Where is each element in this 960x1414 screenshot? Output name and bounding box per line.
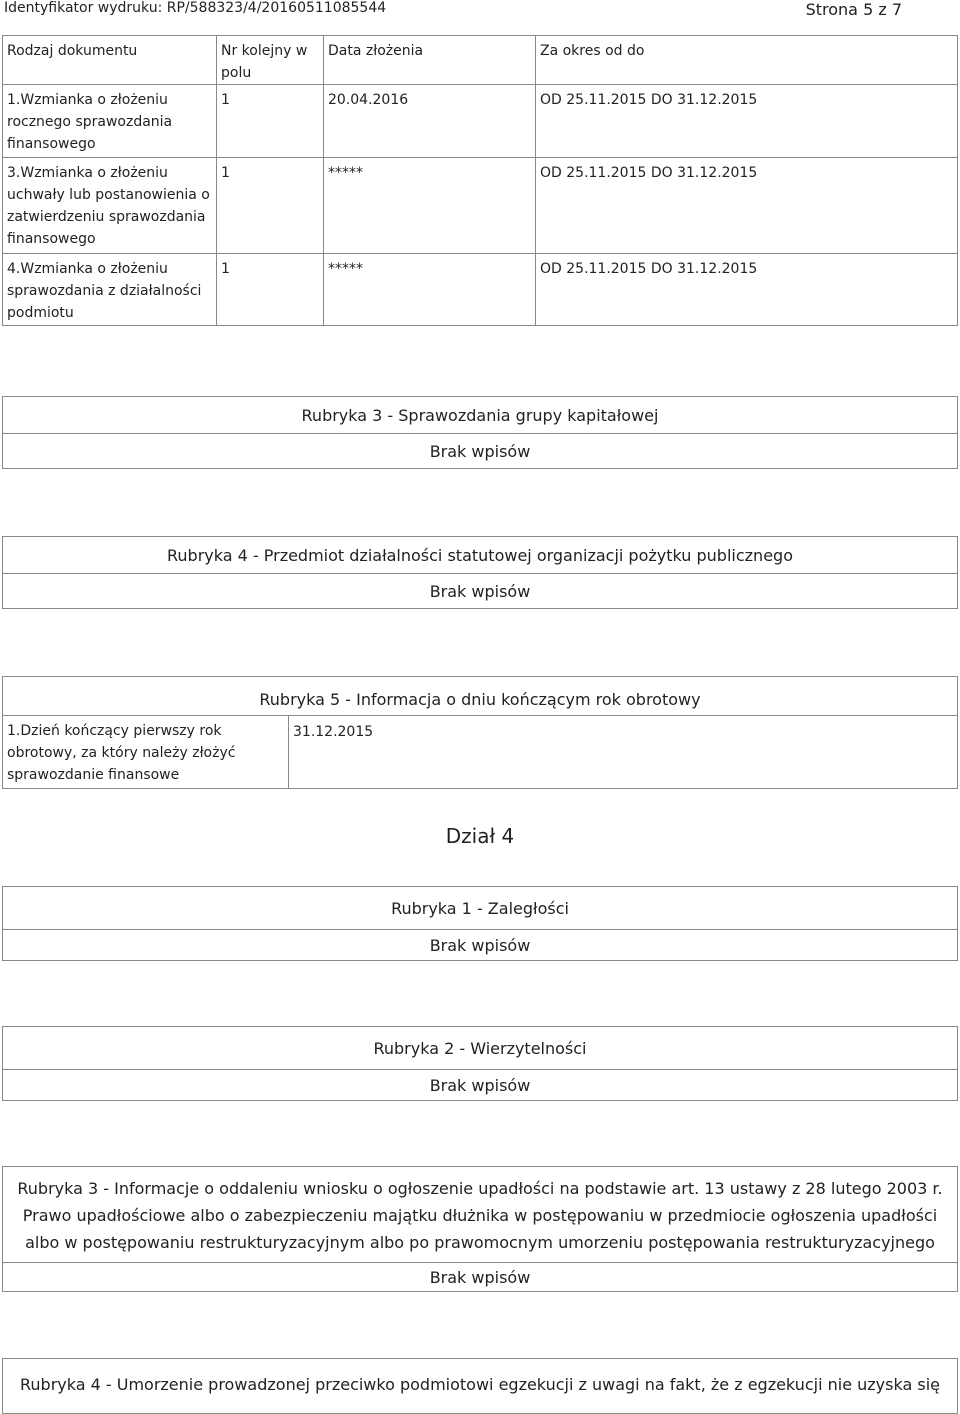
table-row <box>3 158 958 254</box>
table-cell: 1 <box>217 158 324 254</box>
table-cell: OD 25.11.2015 DO 31.12.2015 <box>536 254 958 326</box>
section-body: Brak wpisów <box>429 1075 531 1095</box>
page-number: Strona 5 z 7 <box>805 0 902 19</box>
table-row <box>3 85 958 158</box>
section-rubryka-3-grupy <box>2 396 958 469</box>
table-cell: 1.Wzmianka o złożeniu rocznego sprawozdania finansowego <box>3 85 217 158</box>
column-header: Rodzaj dokumentu <box>3 36 217 85</box>
column-header: Data złożenia <box>324 36 536 85</box>
table-cell: ***** <box>324 254 536 326</box>
section-d4-rubryka-2 <box>2 1026 958 1101</box>
section-title: Rubryka 4 - Umorzenie prowadzonej przeciwko podmiotowi egzekucji z uwagi na fakt, że z egzekucji nie uzyska się <box>20 1374 940 1394</box>
dzial-heading: Dział 4 <box>445 824 515 848</box>
section-rubryka-4-przedmiot <box>2 536 958 609</box>
section-title: Rubryka 1 - Zaległości <box>3 887 957 930</box>
field-value: 31.12.2015 <box>293 724 374 740</box>
column-header: Za okres od do <box>536 36 958 85</box>
table-cell: 20.04.2016 <box>324 85 536 158</box>
table-cell: ***** <box>324 158 536 254</box>
section-title: Rubryka 5 - Informacja o dniu kończącym rok obrotowy <box>259 689 701 709</box>
section-title: Rubryka 3 - Sprawozdania grupy kapitałowej <box>3 397 957 434</box>
table-cell: OD 25.11.2015 DO 31.12.2015 <box>536 85 958 158</box>
section-d4-rubryka-1 <box>2 886 958 961</box>
print-identifier: Identyfikator wydruku: RP/588323/4/20160511085544 <box>4 0 387 16</box>
field-label: 1.Dzień kończący pierwszy rok obrotowy, za który należy złożyć sprawozdanie finansowe <box>3 716 289 788</box>
field-row <box>3 715 957 788</box>
table-cell: 1 <box>217 85 324 158</box>
table-cell: OD 25.11.2015 DO 31.12.2015 <box>536 158 958 254</box>
documents-table <box>2 35 958 326</box>
print-header <box>0 0 960 18</box>
section-d4-rubryka-4 <box>2 1358 958 1414</box>
section-body: Brak wpisów <box>429 1267 531 1287</box>
table-cell: 3.Wzmianka o złożeniu uchwały lub postanowienia o zatwierdzeniu sprawozdania finansowego <box>3 158 217 254</box>
section-title: Rubryka 2 - Wierzytelności <box>3 1027 957 1070</box>
table-cell: 4.Wzmianka o złożeniu sprawozdania z działalności podmiotu <box>3 254 217 326</box>
section-rubryka-5-rok-obrotowy <box>2 676 958 789</box>
section-title: Rubryka 4 - Przedmiot działalności statutowej organizacji pożytku publicznego <box>3 537 957 574</box>
table-cell: 1 <box>217 254 324 326</box>
section-body: Brak wpisów <box>429 935 531 955</box>
table-header-row <box>3 36 958 85</box>
table-row <box>3 254 958 326</box>
section-body: Brak wpisów <box>429 441 531 461</box>
section-d4-rubryka-3 <box>2 1166 958 1292</box>
section-title: Rubryka 3 - Informacje o oddaleniu wniosku o ogłoszenie upadłości na podstawie art. 13 ustawy z 28 lutego 2003 r. Prawo upadłościowe albo o zabezpieczeniu majątku dłużnika w postępowaniu w przedmiocie ogłoszenia upadłości albo w postępowaniu restrukturyzacyjnym albo po prawomocnym umorzeniu postępowania restrukturyzacyjnego <box>3 1167 957 1263</box>
section-body: Brak wpisów <box>429 581 531 601</box>
column-header: Nr kolejny w polu <box>217 36 324 85</box>
